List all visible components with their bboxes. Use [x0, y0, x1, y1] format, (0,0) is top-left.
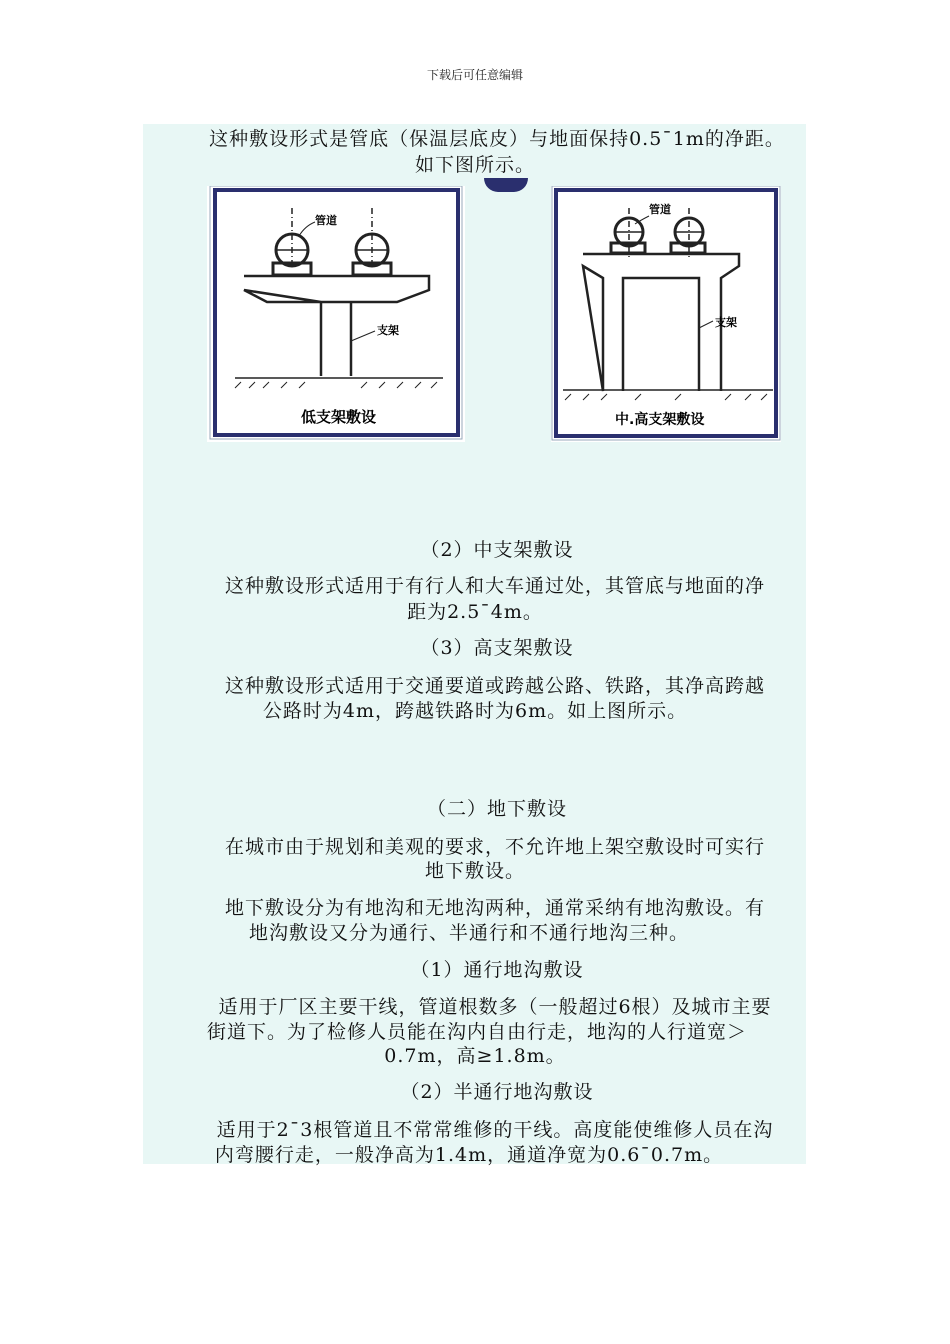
figure-low-support: [207, 186, 465, 442]
paragraph-underground-1: 在城市由于规划和美观的要求，不允许地上架空敷设时可实行: [224, 836, 765, 858]
paragraph-half-trench-2: 内弯腰行走，一般净高为1.4m，通道净宽为0.6¯0.7m。: [214, 1144, 724, 1166]
paragraph-high-2: 公路时为4m，跨越铁路时为6m。如上图所示。: [262, 700, 688, 722]
figure-high-support: [551, 186, 781, 442]
intro-line-1: 这种敷设形式是管底（保温层底皮）与地面保持0.5¯1m的净距。: [209, 128, 785, 150]
paragraph-walkable-trench-2: 街道下。为了检修人员能在沟内自由行走，地沟的人行道宽＞: [206, 1021, 747, 1043]
header-note: 下载后可任意编辑: [426, 68, 523, 82]
pipe-label: 管道: [315, 214, 337, 227]
section-title-high: （3）高支架敷设: [420, 637, 574, 659]
support-label: 支架: [715, 316, 737, 329]
figure-caption: 低支架敷设: [301, 408, 377, 426]
paragraph-walkable-trench-3: 0.7m，高≥1.8m。: [384, 1045, 566, 1067]
pipe-label: 管道: [649, 203, 671, 216]
section-title-underground: （二）地下敷设: [426, 798, 567, 820]
support-label: 支架: [377, 324, 399, 337]
paragraph-underground-2: 地下敷设。: [424, 860, 525, 882]
paragraph-underground-4: 地沟敷设又分为通行、半通行和不通行地沟三种。: [248, 922, 689, 944]
figure-caption: 中.高支架敷设: [615, 412, 705, 428]
section-title-mid: （2）中支架敷设: [420, 539, 574, 561]
intro-line-2: 如下图所示。: [414, 154, 535, 176]
paragraph-underground-3: 地下敷设分为有地沟和无地沟两种，通常采纳有地沟敷设。有: [224, 897, 765, 919]
section-title-walkable-trench: （1）通行地沟敷设: [410, 959, 584, 981]
section-title-half-trench: （2）半通行地沟敷设: [400, 1081, 594, 1103]
paragraph-mid-1: 这种敷设形式适用于有行人和大车通过处，其管底与地面的净: [224, 575, 765, 597]
paragraph-half-trench-1: 适用于2¯3根管道且不常常维修的干线。高度能使维修人员在沟: [216, 1119, 774, 1141]
paragraph-high-1: 这种敷设形式适用于交通要道或跨越公路、铁路，其净高跨越: [224, 675, 765, 697]
paragraph-walkable-trench-1: 适用于厂区主要干线，管道根数多（一般超过6根）及城市主要: [218, 996, 772, 1018]
paragraph-mid-2: 距为2.5¯4m。: [407, 601, 543, 623]
